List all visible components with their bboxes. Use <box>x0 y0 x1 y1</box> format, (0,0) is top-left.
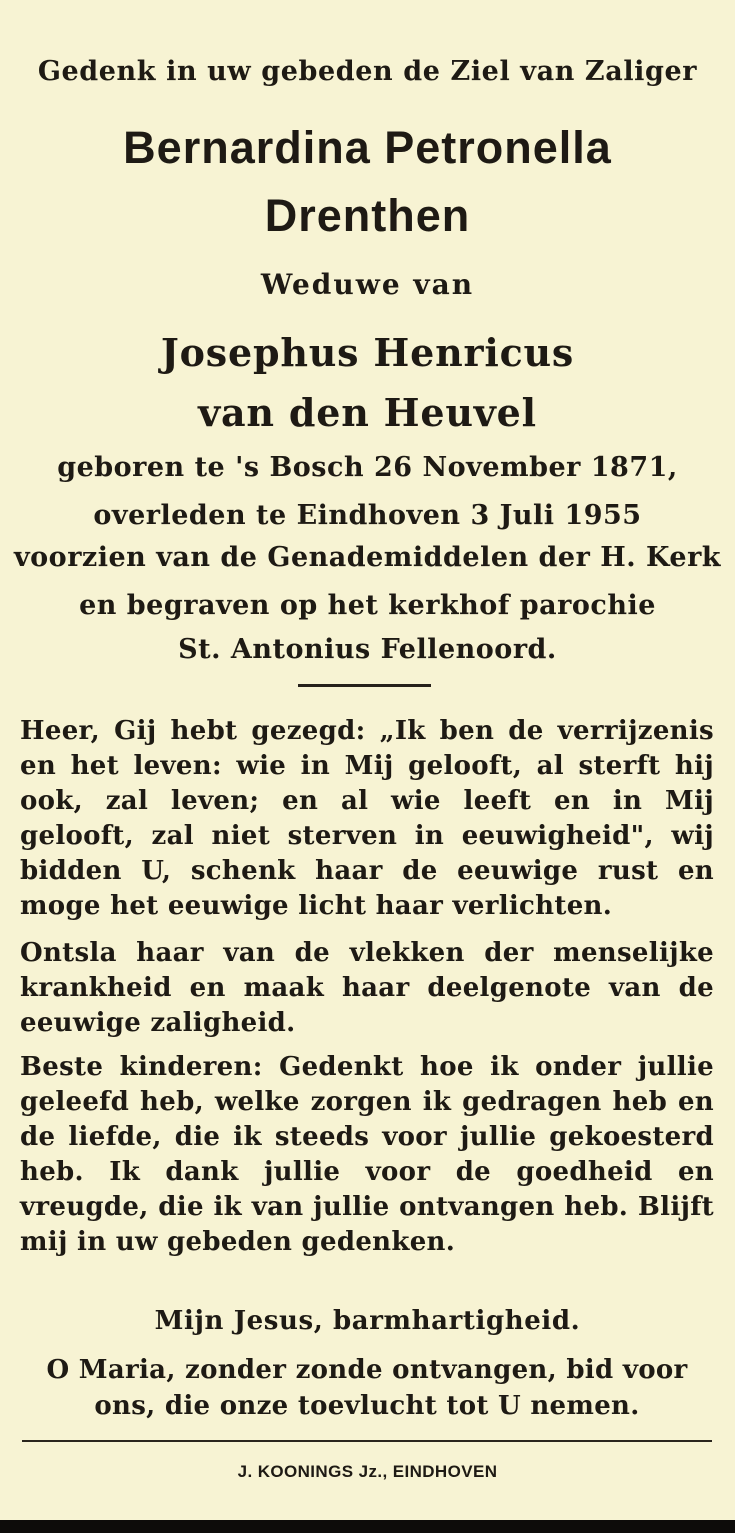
prayer-paragraph-children: Beste kinderen: Gedenkt hoe ik onder jullie geleefd heb, welke zorgen ik gedragen heb en de liefde, die ik steeds voor jullie gekoesterd heb. Ik dank jullie voor de goedheid en vreugde, die ik van jullie ontvangen heb. Blijft mij in uw gebeden gedenken. <box>20 1052 714 1257</box>
death-line: overleden te Eindhoven 3 Juli 1955 <box>93 500 642 531</box>
section-divider <box>298 684 431 687</box>
invocation-jesus: Mijn Jesus, barmhartigheid. <box>154 1306 581 1336</box>
burial-line: en begraven op het kerkhof parochie <box>79 590 656 621</box>
intro-line: Gedenk in uw gebeden de Ziel van Zaliger <box>37 56 698 87</box>
deceased-name-line1: Bernardina Petronella <box>123 122 612 173</box>
husband-name-line1: Josephus Henricus <box>160 330 575 375</box>
printer-imprint: J. KOONINGS Jz., EINDHOVEN <box>237 1462 498 1481</box>
invocation-maria: O Maria, zonder zonde ontvangen, bid voor ons, die onze toevlucht tot U nemen. <box>46 1355 688 1421</box>
widow-of-line: Weduwe van <box>260 268 475 301</box>
birth-line: geboren te 's Bosch 26 November 1871, <box>57 452 678 483</box>
prayer-paragraph-resurrection: Heer, Gij hebt gezegd: „Ik ben de verrijzenis en het leven: wie in Mij gelooft, al sterft hij ook, zal leven; en al wie leeft en in Mij gelooft, zal niet sterven in eeuwigheid", wij bidden U, schenk haar de eeuwige rust en moge het eeuwige licht haar verlichten. <box>20 716 714 921</box>
parish-line: St. Antonius Fellenoord. <box>178 634 557 665</box>
prayer-paragraph-absolution: Ontsla haar van de vlekken der menselijke krankheid en maak haar deelgenote van de eeuwige zaligheid. <box>20 938 714 1038</box>
scan-bottom-edge <box>0 1520 735 1533</box>
sacraments-line: voorzien van de Genademiddelen der H. Kerk <box>13 542 722 573</box>
deceased-name-line2: Drenthen <box>264 190 471 241</box>
footer-divider <box>22 1440 712 1442</box>
husband-name-line2: van den Heuvel <box>198 390 537 435</box>
